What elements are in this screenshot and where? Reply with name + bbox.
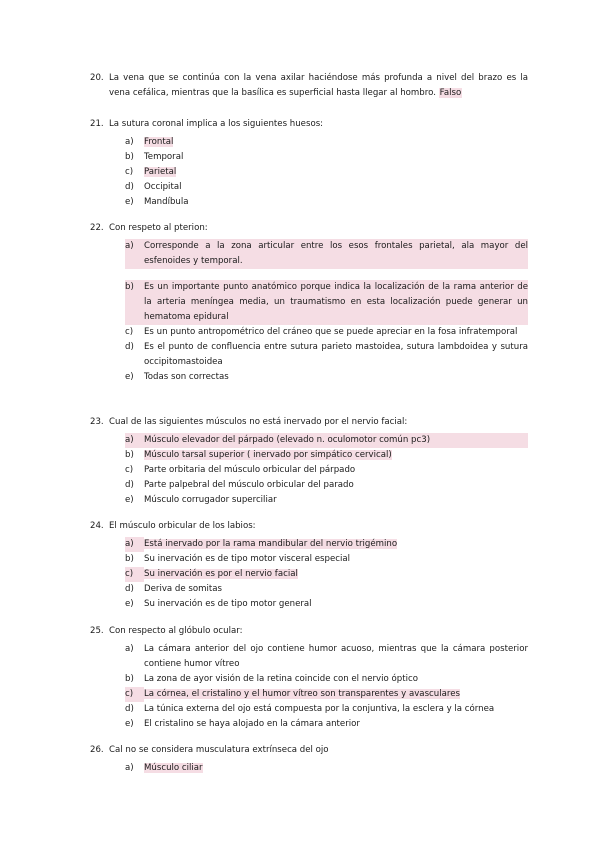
option-d[interactable] bbox=[125, 702, 528, 717]
question-number: 20. bbox=[90, 73, 104, 83]
option-letter: b) bbox=[125, 450, 134, 460]
option-letter: c) bbox=[125, 567, 144, 582]
question-22 bbox=[90, 221, 528, 385]
option-a[interactable] bbox=[125, 239, 528, 269]
option-text: Músculo ciliar bbox=[144, 763, 203, 773]
option-d[interactable] bbox=[125, 340, 528, 370]
option-letter: d) bbox=[125, 584, 134, 594]
option-text: Es el punto de confluencia entre sutura parieto mastoidea, sutura lambdoidea y sutura occipitomastoidea bbox=[144, 342, 528, 367]
option-a[interactable] bbox=[125, 642, 528, 672]
option-text: Músculo elevador del párpado (elevado n. oculomotor común pc3) bbox=[144, 433, 528, 448]
option-letter: d) bbox=[125, 182, 134, 192]
option-letter: a) bbox=[125, 644, 134, 654]
options-list bbox=[125, 642, 528, 732]
option-text: Está inervado por la rama mandibular del nervio trigémino bbox=[144, 539, 398, 549]
option-letter: b) bbox=[125, 674, 134, 684]
options-list bbox=[125, 537, 528, 612]
question-26 bbox=[90, 743, 528, 776]
option-text: Su inervación es por el nervio facial bbox=[144, 569, 298, 579]
option-letter: c) bbox=[125, 327, 134, 337]
options-list bbox=[125, 239, 528, 385]
option-letter: c) bbox=[125, 465, 134, 475]
option-text: Corresponde a la zona articular entre los esos frontales parietal, ala mayor del esfenoides y temporal. bbox=[144, 239, 528, 269]
option-text: Parte orbitaria del músculo orbicular del párpado bbox=[144, 465, 356, 475]
option-text: Occipital bbox=[144, 182, 182, 192]
question-24 bbox=[90, 519, 528, 612]
option-b[interactable] bbox=[125, 280, 528, 325]
question-text: El músculo orbicular de los labios: bbox=[109, 521, 256, 531]
question-text: Con respeto al pterion: bbox=[109, 223, 208, 233]
answer-label: Falso bbox=[439, 88, 462, 98]
question-text: La vena que se continúa con la vena axilar haciéndose más profunda a nivel del brazo es la vena cefálica, mientras que la basílica es superficial hasta llegar al hombro. Falso bbox=[109, 73, 528, 98]
question-20 bbox=[90, 71, 528, 101]
option-letter: b) bbox=[125, 280, 144, 325]
question-text: La sutura coronal implica a los siguientes huesos: bbox=[109, 119, 324, 129]
option-d[interactable] bbox=[125, 180, 528, 195]
question-number: 24. bbox=[90, 521, 104, 531]
option-letter: a) bbox=[125, 239, 144, 269]
option-letter: d) bbox=[125, 480, 134, 490]
option-letter: e) bbox=[125, 495, 134, 505]
option-letter: a) bbox=[125, 433, 144, 448]
option-a[interactable] bbox=[125, 135, 528, 150]
option-e[interactable] bbox=[125, 717, 528, 732]
option-text: Parte palpebral del músculo orbicular del parado bbox=[144, 480, 354, 490]
option-d[interactable] bbox=[125, 478, 528, 493]
option-letter: c) bbox=[125, 687, 144, 702]
question-25 bbox=[90, 624, 528, 732]
option-text: Mandíbula bbox=[144, 197, 189, 207]
option-b[interactable] bbox=[125, 552, 528, 567]
option-letter: d) bbox=[125, 704, 134, 714]
option-c[interactable] bbox=[125, 463, 528, 478]
options-list bbox=[125, 433, 528, 508]
question-text: Cual de las siguientes músculos no está inervado por el nervio facial: bbox=[109, 417, 408, 427]
option-text: Es un punto antropométrico del cráneo que se puede apreciar en la fosa infratemporal bbox=[144, 327, 518, 337]
option-letter: d) bbox=[125, 342, 134, 352]
option-text: La túnica externa del ojo está compuesta por la conjuntiva, la esclera y la córnea bbox=[144, 704, 495, 714]
option-letter: e) bbox=[125, 719, 134, 729]
question-23 bbox=[90, 415, 528, 508]
option-text: Parietal bbox=[144, 167, 177, 177]
option-text: Todas son correctas bbox=[144, 372, 229, 382]
option-letter: e) bbox=[125, 599, 134, 609]
option-c[interactable] bbox=[125, 165, 528, 180]
option-letter: b) bbox=[125, 152, 134, 162]
option-letter: a) bbox=[125, 537, 144, 552]
options-list bbox=[125, 761, 528, 776]
option-a[interactable] bbox=[125, 761, 528, 776]
option-a[interactable] bbox=[125, 537, 528, 552]
option-c[interactable] bbox=[125, 567, 528, 582]
question-number: 23. bbox=[90, 417, 104, 427]
option-e[interactable] bbox=[125, 195, 528, 210]
option-d[interactable] bbox=[125, 582, 528, 597]
option-b[interactable] bbox=[125, 448, 528, 463]
option-text: La zona de ayor visión de la retina coincide con el nervio óptico bbox=[144, 674, 418, 684]
option-text: Temporal bbox=[144, 152, 184, 162]
option-text: Su inervación es de tipo motor visceral especial bbox=[144, 554, 351, 564]
option-text: Músculo corrugador superciliar bbox=[144, 495, 277, 505]
question-text: Con respecto al glóbulo ocular: bbox=[109, 626, 243, 636]
spacer bbox=[125, 269, 528, 280]
option-letter: b) bbox=[125, 554, 134, 564]
option-letter: c) bbox=[125, 167, 134, 177]
option-text: Su inervación es de tipo motor general bbox=[144, 599, 312, 609]
option-text: Frontal bbox=[144, 137, 174, 147]
option-letter: a) bbox=[125, 763, 134, 773]
question-number: 22. bbox=[90, 223, 104, 233]
option-c[interactable] bbox=[125, 687, 528, 702]
option-letter: e) bbox=[125, 372, 134, 382]
option-text: Deriva de somitas bbox=[144, 584, 222, 594]
option-c[interactable] bbox=[125, 325, 528, 340]
question-number: 25. bbox=[90, 626, 104, 636]
question-number: 21. bbox=[90, 119, 104, 129]
option-e[interactable] bbox=[125, 370, 528, 385]
option-e[interactable] bbox=[125, 597, 528, 612]
question-text: Cal no se considera musculatura extrínseca del ojo bbox=[109, 745, 329, 755]
option-text: La córnea, el cristalino y el humor vítreo son transparentes y avasculares bbox=[144, 689, 460, 699]
option-text: Músculo tarsal superior ( inervado por simpático cervical) bbox=[144, 450, 392, 460]
option-a[interactable] bbox=[125, 433, 528, 448]
question-21 bbox=[90, 117, 528, 210]
option-text: El cristalino se haya alojado en la cámara anterior bbox=[144, 719, 360, 729]
option-b[interactable] bbox=[125, 672, 528, 687]
option-letter: e) bbox=[125, 197, 134, 207]
option-letter: a) bbox=[125, 137, 134, 147]
option-b[interactable] bbox=[125, 150, 528, 165]
option-e[interactable] bbox=[125, 493, 528, 508]
question-number: 26. bbox=[90, 745, 104, 755]
options-list bbox=[125, 135, 528, 210]
option-text: La cámara anterior del ojo contiene humor acuoso, mientras que la cámara posterior contiene humor vítreo bbox=[144, 644, 528, 669]
option-text: Es un importante punto anatómico porque indica la localización de la rama anterior de la arteria meníngea media, un traumatismo en esta localización puede generar un hematoma epidural bbox=[144, 280, 528, 325]
